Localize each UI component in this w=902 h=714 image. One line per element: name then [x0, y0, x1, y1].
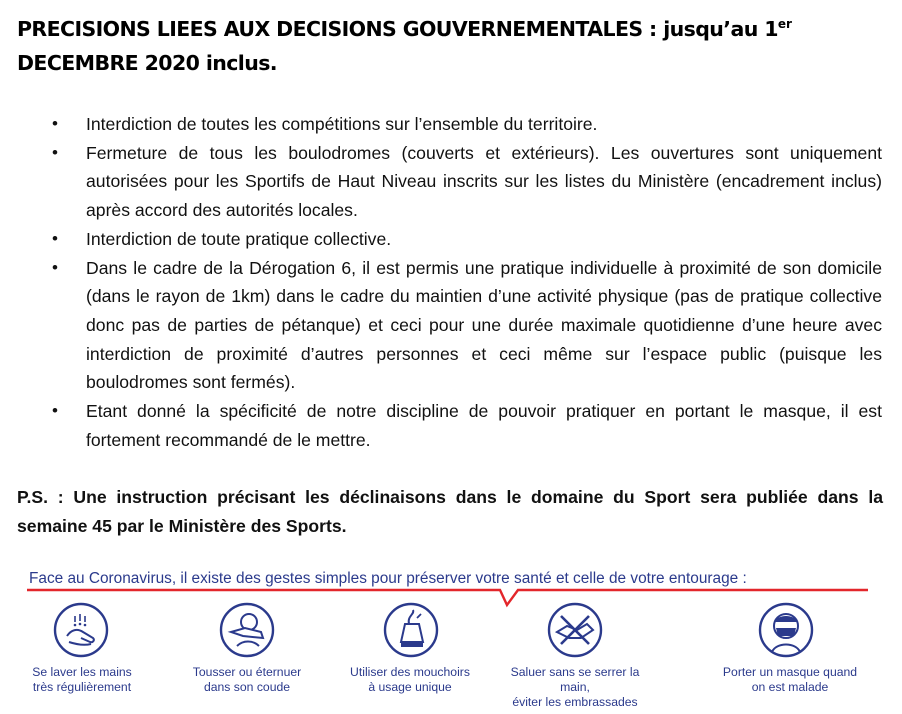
- gestes-header: Face au Coronavirus, il existe des gestes simples pour préserver votre santé et celle de votre entourage :: [29, 570, 747, 587]
- geste-label: Porter un masque quand on est malade: [722, 665, 858, 694]
- postscript: P.S. : Une instruction précisant les déclinaisons dans le domaine du Sport sera publiée dans la semaine 45 par le Ministère des Sports.: [17, 487, 883, 536]
- no-handshake-icon: [547, 602, 603, 658]
- cough-elbow-icon: [219, 602, 275, 658]
- list-item: • Interdiction de toutes les compétitions sur l’ensemble du territoire.: [0, 110, 882, 139]
- bullet-icon: •: [52, 114, 58, 133]
- list-item: • Interdiction de toute pratique collective.: [0, 225, 882, 254]
- measures-list: [0, 110, 882, 454]
- geste-label: Saluer sans se serrer la main, éviter les embrassades: [510, 665, 640, 709]
- tissue-icon: [383, 602, 439, 658]
- list-item: • Dans le cadre de la Dérogation 6, il est permis une pratique individuelle à proximité de son domicile (dans le rayon de 1km) dans le cadre du maintien d’une activité physique (pas de pratique collective donc pas de parties de pétanque) et ceci pour une durée maximale quotidienne d’une heure avec interdiction de proximité d’autres personnes et ceci même sur l’espace public (puisque les boulodromes sont fermés).: [0, 254, 882, 398]
- bullet-icon: •: [52, 401, 58, 421]
- face-mask-icon: [758, 602, 814, 658]
- geste-label: Se laver les mains très régulièrement: [32, 665, 132, 694]
- geste-label: Utiliser des mouchoirs à usage unique: [350, 665, 470, 694]
- bullet-icon: •: [52, 257, 58, 277]
- hand-washing-icon: [53, 602, 109, 658]
- ordinal-superscript: er: [777, 17, 792, 31]
- geste-label: Tousser ou éternuer dans son coude: [192, 665, 302, 694]
- list-item: • Etant donné la spécificité de notre discipline de pouvoir pratiquer en portant le masque, il est fortement recommandé de le mettre.: [0, 397, 882, 454]
- list-item: • Fermeture de tous les boulodromes (couverts et extérieurs). Les ouvertures sont uniquement autorisées pour les Sportifs de Haut Niveau inscrits sur les listes du Ministère (encadrement inclus) après accord des autorités locales.: [0, 139, 882, 225]
- page-title: PRECISIONS LIEES AUX DECISIONS GOUVERNEMENTALES : jusqu’au 1er DECEMBRE 2020 inclus.: [17, 17, 792, 75]
- bullet-icon: •: [52, 142, 58, 162]
- bullet-icon: •: [52, 228, 58, 248]
- gestes-barriere: [0, 602, 902, 714]
